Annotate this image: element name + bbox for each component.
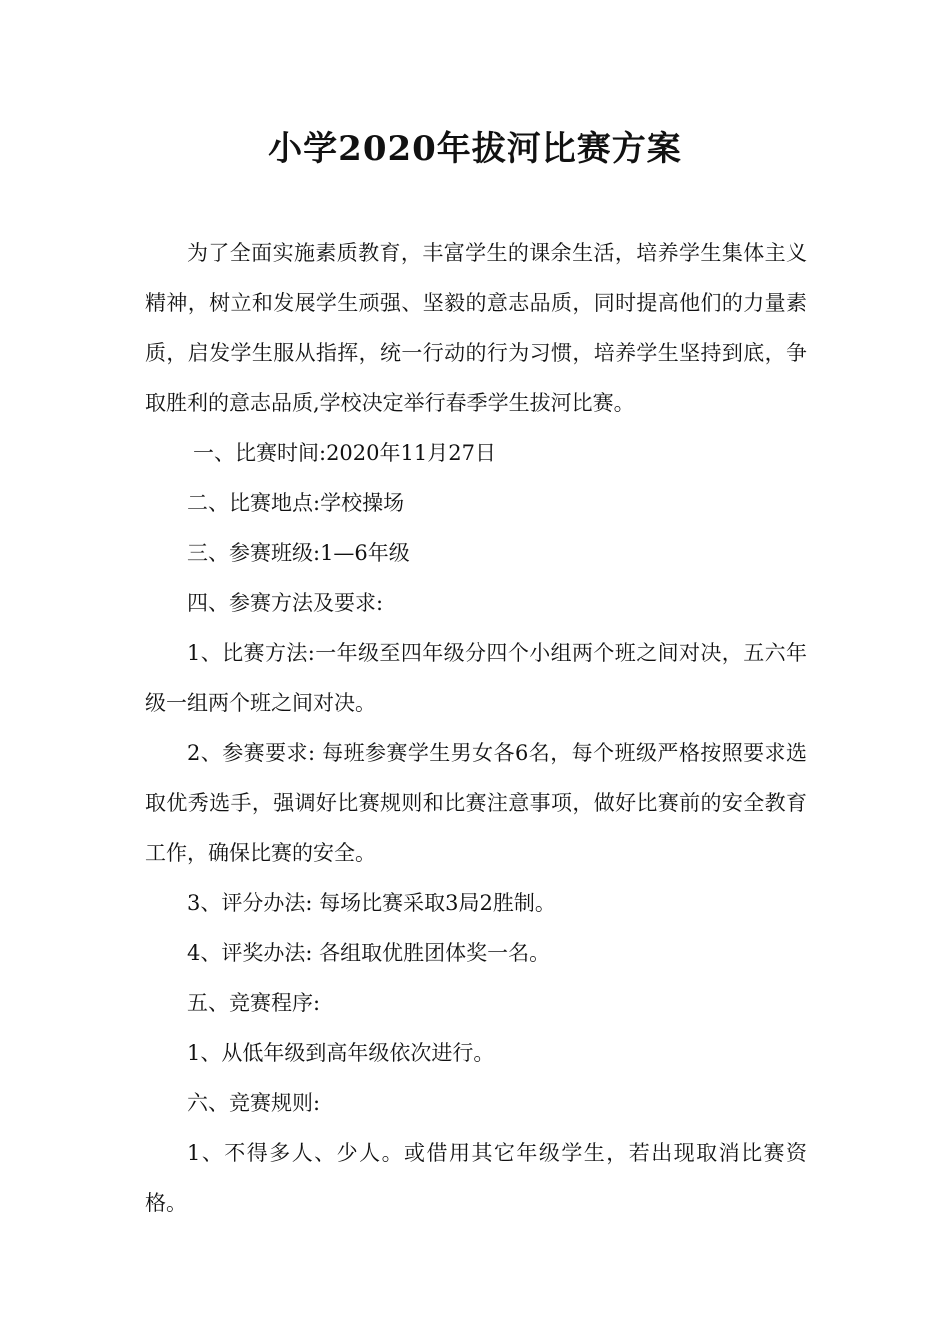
paragraph-location: 二、比赛地点:学校操场: [187, 491, 405, 515]
paragraph-method-1: 1、比赛方法:一年级至四年级分四个小组两个班之间对决，五六年级一组两个班之间对决。: [145, 641, 807, 715]
paragraph-time: 一、比赛时间:2020年11月27日: [193, 441, 496, 465]
paragraph-rule-1: 1、不得多人、少人。或借用其它年级学生，若出现取消比赛资格。: [145, 1141, 807, 1215]
paragraph-procedure-heading: 五、竞赛程序:: [187, 991, 321, 1015]
paragraph-rules-heading: 六、竞赛规则:: [187, 1091, 321, 1115]
paragraph-methods-heading: 四、参赛方法及要求:: [187, 591, 384, 615]
paragraph-method-4: 4、评奖办法: 各组取优胜团体奖一名。: [187, 941, 551, 965]
paragraph-intro: 为了全面实施素质教育，丰富学生的课余生活，培养学生集体主义精神，树立和发展学生顽强、坚毅的意志品质，同时提高他们的力量素质，启发学生服从指挥，统一行动的行为习惯，培养学生坚持到底，争取胜利的意志品质,学校决定举行春季学生拔河比赛。: [145, 241, 807, 415]
paragraph-method-3: 3、评分办法: 每场比赛采取3局2胜制。: [187, 891, 556, 915]
document-title: 小学2020年拔河比赛方案: [268, 129, 682, 169]
paragraph-procedure-1: 1、从低年级到高年级依次进行。: [187, 1041, 495, 1065]
paragraph-method-2: 2、参赛要求: 每班参赛学生男女各6名，每个班级严格按照要求选取优秀选手，强调好比赛规则和比赛注意事项，做好比赛前的安全教育工作，确保比赛的安全。: [145, 741, 807, 865]
paragraph-classes: 三、参赛班级:1—6年级: [187, 541, 410, 565]
document-body: [145, 228, 807, 1228]
